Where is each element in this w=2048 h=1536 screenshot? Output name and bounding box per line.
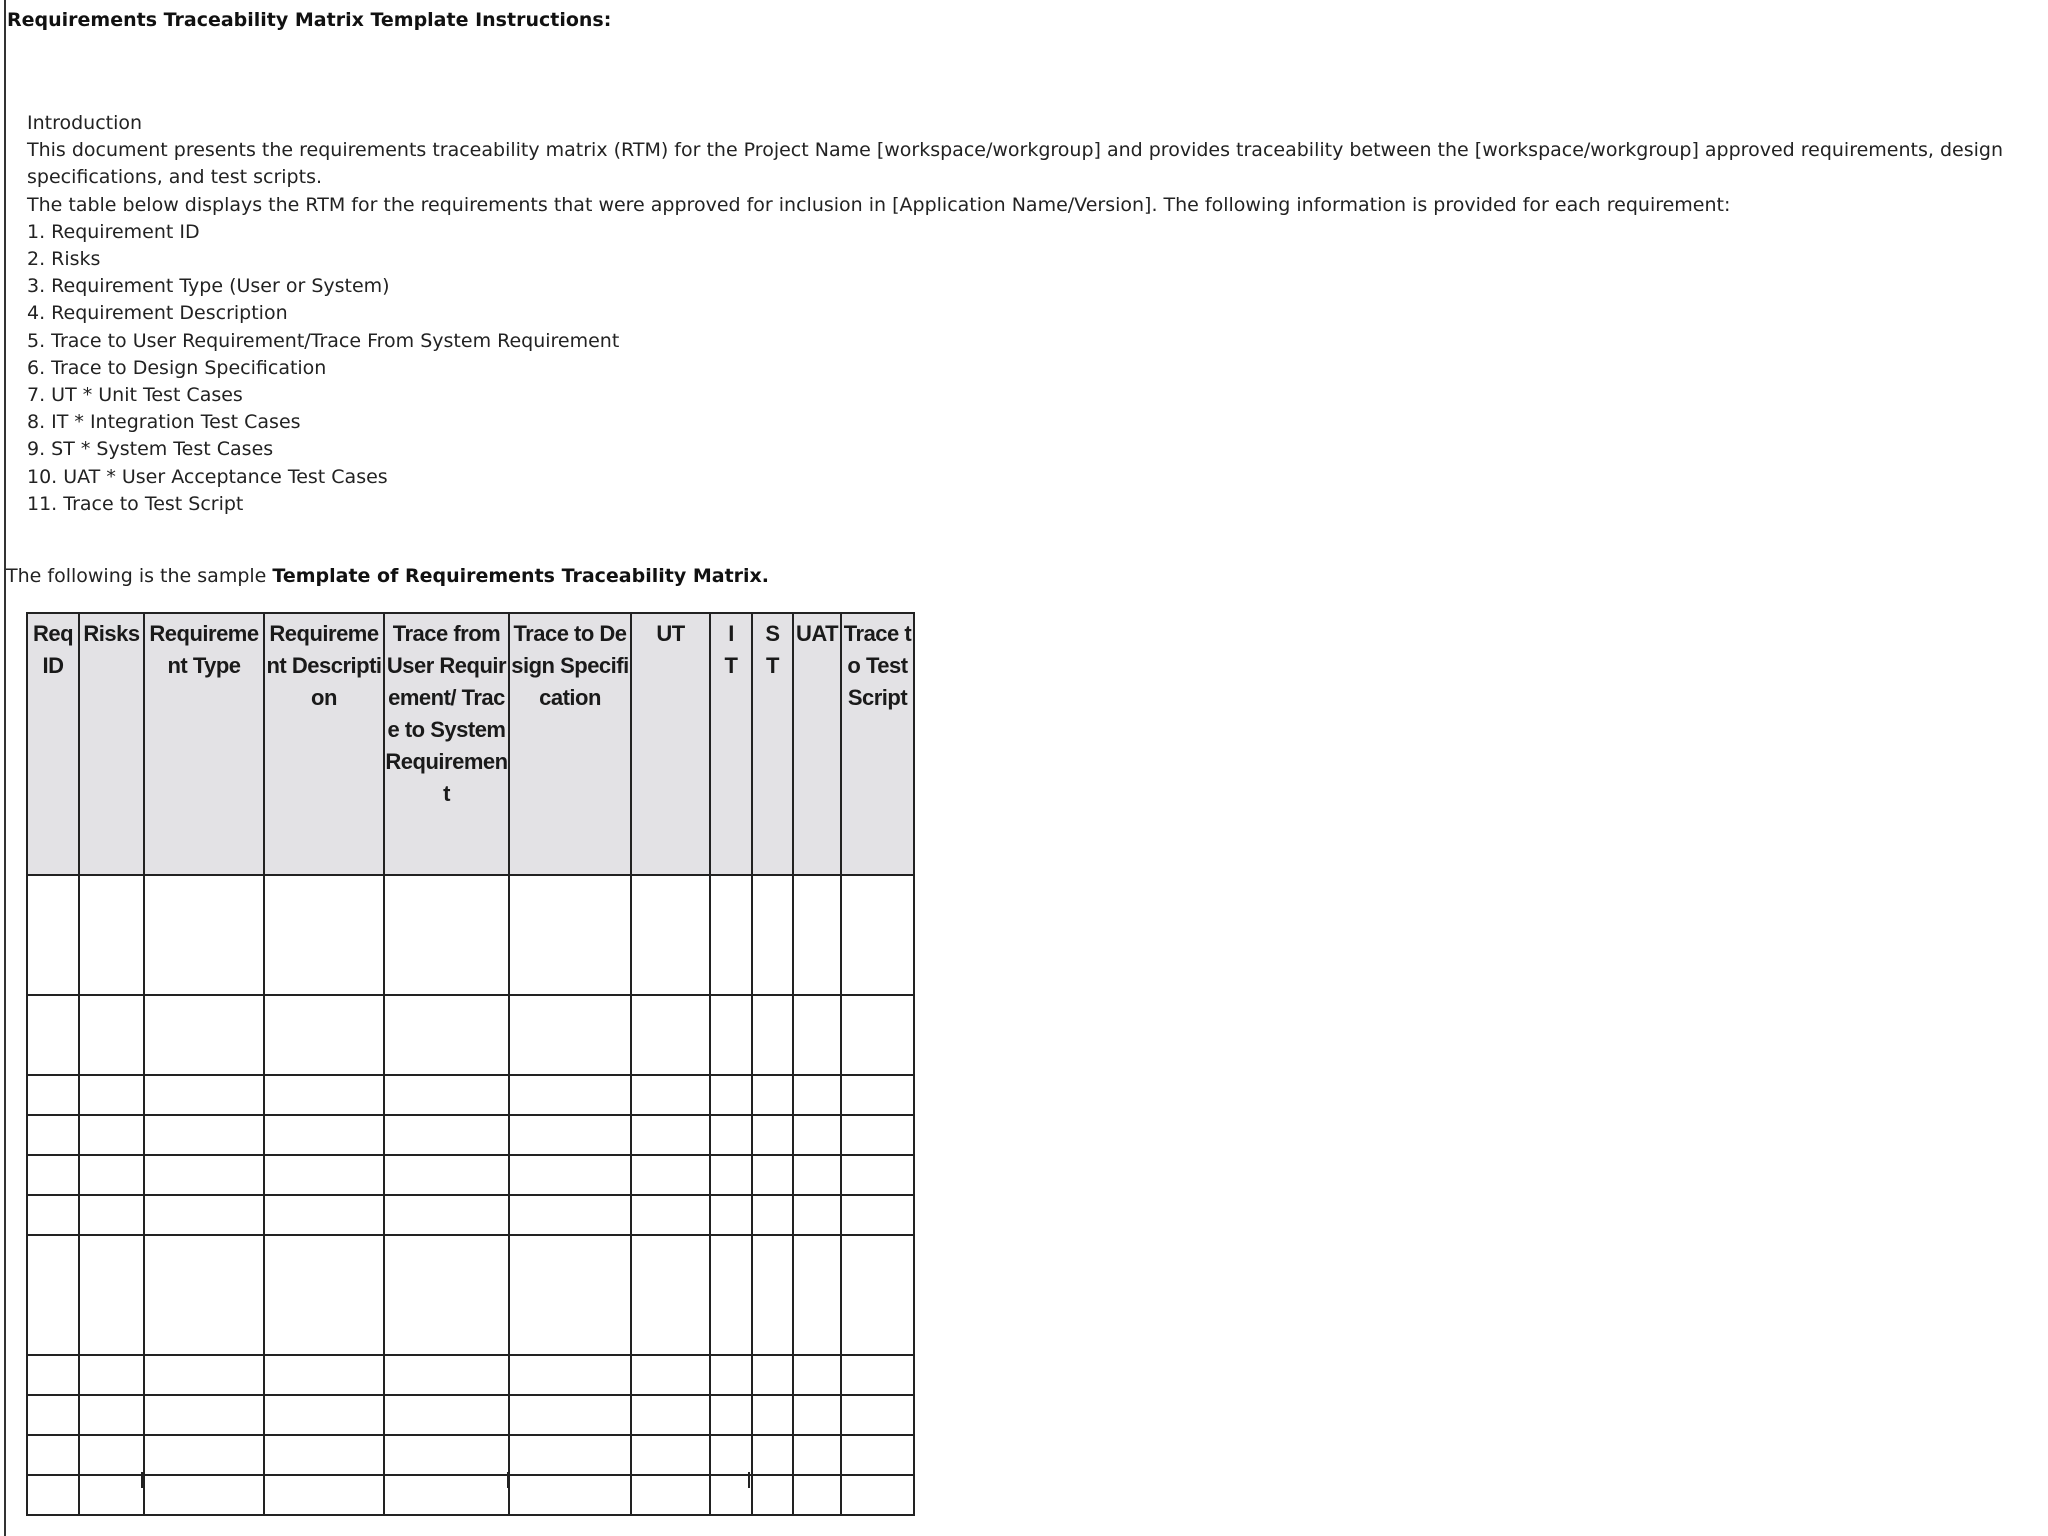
- table-row: [27, 995, 914, 1075]
- table-cell[interactable]: [384, 1475, 509, 1515]
- rtm-table-body: [27, 875, 914, 1515]
- table-cell[interactable]: [509, 1395, 631, 1435]
- requirement-fields-list: [27, 219, 2017, 518]
- sample-caption-prefix: The following is the sample: [6, 565, 273, 587]
- col-header-trace-user-system: Trace from User Requirement/ Trace to System Requirement: [384, 613, 509, 875]
- table-cell[interactable]: [752, 995, 793, 1075]
- table-cell[interactable]: [264, 1355, 384, 1395]
- table-cell[interactable]: [509, 1195, 631, 1235]
- table-cell[interactable]: [710, 1075, 752, 1115]
- table-cell[interactable]: [631, 1395, 710, 1435]
- table-cell[interactable]: [841, 1355, 914, 1395]
- list-item: 9. ST * System Test Cases: [27, 438, 274, 461]
- table-cell[interactable]: [841, 875, 914, 995]
- table-cell[interactable]: [384, 1115, 509, 1155]
- table-cell[interactable]: [752, 1075, 793, 1115]
- table-cell[interactable]: [27, 1355, 79, 1395]
- table-cell[interactable]: [264, 1075, 384, 1115]
- table-cell[interactable]: [79, 1195, 144, 1235]
- table-cell[interactable]: [264, 1155, 384, 1195]
- table-cell[interactable]: [509, 875, 631, 995]
- table-cell[interactable]: [752, 1195, 793, 1235]
- table-cell[interactable]: [144, 1355, 264, 1395]
- table-cell[interactable]: [631, 1155, 710, 1195]
- table-cell[interactable]: [841, 1075, 914, 1115]
- col-header-trace-test-script: Trace to Test Script: [841, 613, 914, 875]
- table-cell[interactable]: [27, 1115, 79, 1155]
- list-item: 8. IT * Integration Test Cases: [27, 411, 301, 434]
- table-cell[interactable]: [27, 1195, 79, 1235]
- table-cell[interactable]: [631, 1115, 710, 1155]
- table-cell[interactable]: [793, 1195, 841, 1235]
- table-cell[interactable]: [793, 995, 841, 1075]
- table-cell[interactable]: [264, 1475, 384, 1515]
- table-cell[interactable]: [752, 1155, 793, 1195]
- table-cell[interactable]: [631, 1475, 710, 1515]
- table-cell[interactable]: [710, 1355, 752, 1395]
- list-item: 2. Risks: [27, 248, 101, 271]
- table-cell[interactable]: [631, 1235, 710, 1355]
- table-cell[interactable]: [710, 1155, 752, 1195]
- table-cell[interactable]: [144, 1195, 264, 1235]
- introduction-section: [27, 110, 2017, 518]
- table-cell[interactable]: [27, 1155, 79, 1195]
- table-cell[interactable]: [752, 1475, 793, 1515]
- table-cell[interactable]: [710, 1195, 752, 1235]
- table-cell[interactable]: [752, 1395, 793, 1435]
- table-cell[interactable]: [79, 1115, 144, 1155]
- table-header-row: [27, 613, 914, 875]
- table-cell[interactable]: [710, 1395, 752, 1435]
- table-cell[interactable]: [631, 995, 710, 1075]
- table-cell[interactable]: [631, 1195, 710, 1235]
- table-cell[interactable]: [144, 1235, 264, 1355]
- table-cell[interactable]: [793, 1355, 841, 1395]
- table-cell[interactable]: [710, 875, 752, 995]
- table-cell[interactable]: [752, 875, 793, 995]
- table-cell[interactable]: [384, 1235, 509, 1355]
- table-cell[interactable]: [793, 1155, 841, 1195]
- table-cell[interactable]: [384, 1435, 509, 1475]
- table-cell[interactable]: [841, 1115, 914, 1155]
- table-cell[interactable]: [27, 875, 79, 995]
- table-cell[interactable]: [144, 1155, 264, 1195]
- table-cell[interactable]: [793, 1395, 841, 1435]
- table-cell[interactable]: [841, 1155, 914, 1195]
- table-cell[interactable]: [841, 1475, 914, 1515]
- table-line-stub: [507, 1472, 509, 1488]
- table-cell[interactable]: [841, 995, 914, 1075]
- table-cell[interactable]: [793, 1435, 841, 1475]
- table-row: [27, 1155, 914, 1195]
- table-cell[interactable]: [79, 1395, 144, 1435]
- table-cell[interactable]: [752, 1435, 793, 1475]
- table-intro-paragraph: The table below displays the RTM for the requirements that were approved for inclusion in [Application Name/Version]. The following information is provided for each requirement:: [27, 193, 1731, 216]
- table-cell[interactable]: [841, 1235, 914, 1355]
- col-header-st: ST: [752, 613, 793, 875]
- table-cell[interactable]: [710, 1235, 752, 1355]
- table-cell[interactable]: [631, 875, 710, 995]
- document-title: Requirements Traceability Matrix Template Instructions:: [7, 9, 612, 31]
- table-cell[interactable]: [27, 1075, 79, 1115]
- table-cell[interactable]: [793, 1235, 841, 1355]
- table-cell[interactable]: [79, 1155, 144, 1195]
- table-cell[interactable]: [79, 1475, 144, 1515]
- table-cell[interactable]: [27, 1395, 79, 1435]
- table-cell[interactable]: [27, 1235, 79, 1355]
- table-cell[interactable]: [509, 1475, 631, 1515]
- table-cell[interactable]: [264, 995, 384, 1075]
- table-cell[interactable]: [509, 995, 631, 1075]
- list-item: 4. Requirement Description: [27, 302, 288, 325]
- table-cell[interactable]: [79, 1435, 144, 1475]
- table-cell[interactable]: [144, 1115, 264, 1155]
- table-cell[interactable]: [144, 1395, 264, 1435]
- table-cell[interactable]: [841, 1395, 914, 1435]
- table-cell[interactable]: [144, 1075, 264, 1115]
- table-cell[interactable]: [710, 995, 752, 1075]
- list-item: 7. UT * Unit Test Cases: [27, 384, 243, 407]
- table-cell[interactable]: [793, 1075, 841, 1115]
- table-cell[interactable]: [793, 1475, 841, 1515]
- table-cell[interactable]: [509, 1115, 631, 1155]
- table-row: [27, 1115, 914, 1155]
- table-cell[interactable]: [264, 1115, 384, 1155]
- table-row: [27, 1475, 914, 1515]
- table-cell[interactable]: [144, 1475, 264, 1515]
- table-row: [27, 1075, 914, 1115]
- table-cell[interactable]: [79, 875, 144, 995]
- list-item: 1. Requirement ID: [27, 220, 200, 243]
- table-cell[interactable]: [710, 1435, 752, 1475]
- table-cell[interactable]: [79, 1075, 144, 1115]
- table-row: [27, 1355, 914, 1395]
- col-header-uat: UAT: [793, 613, 841, 875]
- table-cell[interactable]: [752, 1355, 793, 1395]
- col-header-requirement-type: Requirement Type: [144, 613, 264, 875]
- table-cell[interactable]: [264, 1395, 384, 1435]
- sample-caption: [6, 565, 769, 587]
- table-line-stub: [141, 1472, 143, 1488]
- table-row: [27, 1235, 914, 1355]
- rtm-table: [26, 612, 915, 1516]
- table-cell[interactable]: [144, 1435, 264, 1475]
- table-row: [27, 875, 914, 995]
- table-cell[interactable]: [384, 1155, 509, 1195]
- table-cell[interactable]: [841, 1435, 914, 1475]
- table-cell[interactable]: [79, 1355, 144, 1395]
- table-cell[interactable]: [631, 1075, 710, 1115]
- table-row: [27, 1195, 914, 1235]
- table-cell[interactable]: [79, 1235, 144, 1355]
- table-row: [27, 1435, 914, 1475]
- col-header-trace-design: Trace to Design Specification: [509, 613, 631, 875]
- table-cell[interactable]: [27, 995, 79, 1075]
- table-cell[interactable]: [793, 875, 841, 995]
- table-cell[interactable]: [710, 1115, 752, 1155]
- col-header-requirement-description: Requirement Description: [264, 613, 384, 875]
- table-line-stub: [748, 1472, 750, 1488]
- table-cell[interactable]: [509, 1435, 631, 1475]
- table-cell[interactable]: [841, 1195, 914, 1235]
- table-cell[interactable]: [27, 1435, 79, 1475]
- table-cell[interactable]: [384, 1395, 509, 1435]
- table-cell[interactable]: [264, 1235, 384, 1355]
- table-cell[interactable]: [264, 1195, 384, 1235]
- col-header-req-id: Req ID: [27, 613, 79, 875]
- list-item: 6. Trace to Design Specification: [27, 356, 327, 379]
- list-item: 3. Requirement Type (User or System): [27, 275, 390, 298]
- table-cell[interactable]: [710, 1475, 752, 1515]
- table-cell[interactable]: [144, 995, 264, 1075]
- table-cell[interactable]: [384, 875, 509, 995]
- table-cell[interactable]: [144, 875, 264, 995]
- table-cell[interactable]: [631, 1355, 710, 1395]
- intro-paragraph: This document presents the requirements traceability matrix (RTM) for the Project Name [workspace/workgroup] and provides traceability between the [workspace/workgroup] approved requirements, design specifications, and test scripts.: [27, 139, 2010, 189]
- table-cell[interactable]: [509, 1235, 631, 1355]
- table-cell[interactable]: [384, 1355, 509, 1395]
- table-cell[interactable]: [384, 1075, 509, 1115]
- intro-heading: Introduction: [27, 112, 143, 134]
- sample-caption-bold: Template of Requirements Traceability Matrix.: [272, 565, 770, 587]
- col-header-it: IT: [710, 613, 752, 875]
- table-cell[interactable]: [509, 1355, 631, 1395]
- table-cell[interactable]: [752, 1235, 793, 1355]
- table-cell[interactable]: [384, 1195, 509, 1235]
- list-item: 10. UAT * User Acceptance Test Cases: [27, 465, 388, 488]
- table-cell[interactable]: [384, 995, 509, 1075]
- table-cell[interactable]: [27, 1475, 79, 1515]
- table-cell[interactable]: [264, 875, 384, 995]
- table-cell[interactable]: [752, 1115, 793, 1155]
- table-cell[interactable]: [509, 1155, 631, 1195]
- list-item: 5. Trace to User Requirement/Trace From System Requirement: [27, 329, 620, 352]
- table-cell[interactable]: [264, 1435, 384, 1475]
- table-cell[interactable]: [79, 995, 144, 1075]
- table-cell[interactable]: [509, 1075, 631, 1115]
- col-header-ut: UT: [631, 613, 710, 875]
- list-item: 11. Trace to Test Script: [27, 492, 244, 515]
- col-header-risks: Risks: [79, 613, 144, 875]
- table-cell[interactable]: [631, 1435, 710, 1475]
- table-row: [27, 1395, 914, 1435]
- table-cell[interactable]: [793, 1115, 841, 1155]
